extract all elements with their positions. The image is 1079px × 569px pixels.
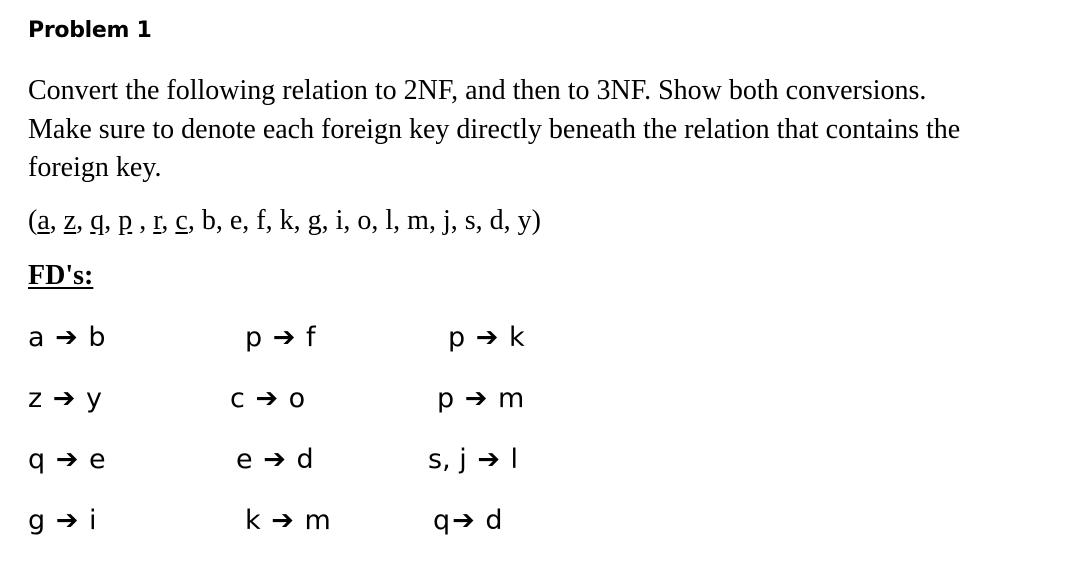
fd-lhs: g [28,505,46,536]
arrow-icon: ➔ [255,383,279,414]
fd-item [437,383,524,414]
fd-item [28,444,106,475]
arrow-icon: ➔ [263,444,286,475]
fd-lhs: p [448,322,466,353]
arrow-icon: ➔ [271,505,294,536]
attribute-y: y [517,205,532,236]
fd-item [245,322,315,353]
fd-rhs: o [288,383,306,414]
fd-lhs: s, j [428,444,467,475]
fd-lhs: a [28,322,45,353]
attribute-l: l [385,205,394,236]
fd-lhs: p [437,383,455,414]
fd-item [230,383,305,414]
attribute-e: e [229,205,243,236]
fd-rhs: d [296,444,314,475]
attribute-b: b [201,205,216,236]
fd-item [245,505,331,536]
relation-open-paren: ( [28,205,38,236]
instructions-line-1: Convert the following relation to 2NF, and then to 3NF. Show both conversions. [28,75,927,106]
attribute-k: k [279,205,294,236]
fd-lhs: z [28,383,43,414]
fd-lhs: k [245,505,261,536]
fd-rhs: k [508,322,525,353]
arrow-icon: ➔ [477,444,500,475]
key-attribute-r: r [153,205,162,236]
fd-rhs: f [305,322,316,353]
attribute-s: s [464,205,476,236]
instructions-line-3: foreign key. [28,152,162,183]
fd-rhs: d [485,505,503,536]
fd-lhs: c [230,383,245,414]
key-attribute-c: c [175,205,188,236]
relation-close-paren: ) [531,205,541,236]
arrow-icon: ➔ [475,322,499,353]
non-key-attributes: b, e, f, k, g, i, o, l, m, j, s, d, y [201,205,532,236]
arrow-icon: ➔ [464,383,488,414]
fd-item [433,505,503,536]
fd-item [28,383,102,414]
attribute-m: m [407,205,429,236]
arrow-icon: ➔ [52,383,76,414]
instructions-line-2: Make sure to denote each foreign key directly beneath the relation that contains the [28,113,961,145]
fd-item [236,444,314,475]
fd-lhs: e [236,444,253,475]
attribute-f: f [256,205,266,236]
arrow-icon: ➔ [55,322,78,353]
relation-schema: (a, z, q, p , r, c, b, e, f, k, g, i, o, l, m, j, s, d, y) [28,205,541,236]
fd-item [28,505,96,536]
key-attribute-q: q [90,205,105,236]
attribute-d: d [489,205,504,236]
fd-item [28,322,106,353]
key-attribute-p: p [118,205,133,236]
fd-rhs: i [88,505,97,536]
fd-heading: FD's: [28,260,94,291]
fd-item [448,322,525,353]
fd-item [428,444,518,475]
attribute-i: i [335,205,344,236]
fd-rhs: m [497,383,525,414]
fd-lhs: q [433,505,451,536]
arrow-icon: ➔ [55,444,79,475]
key-attribute-a: a [37,205,50,236]
arrow-icon: ➔ [55,505,79,536]
fd-rhs: l [510,444,519,475]
arrow-icon: ➔ [452,505,475,536]
fd-rhs: e [88,444,106,475]
problem-title: Problem 1 [28,18,152,43]
key-attribute-z: z [63,205,77,236]
fd-lhs: p [245,322,263,353]
fd-lhs: q [28,444,46,475]
fd-rhs: y [86,383,102,414]
attribute-j: j [442,205,451,236]
attribute-g: g [307,205,322,236]
fd-rhs: m [304,505,331,536]
attribute-o: o [357,205,372,236]
arrow-icon: ➔ [272,322,296,353]
fd-rhs: b [88,322,106,353]
